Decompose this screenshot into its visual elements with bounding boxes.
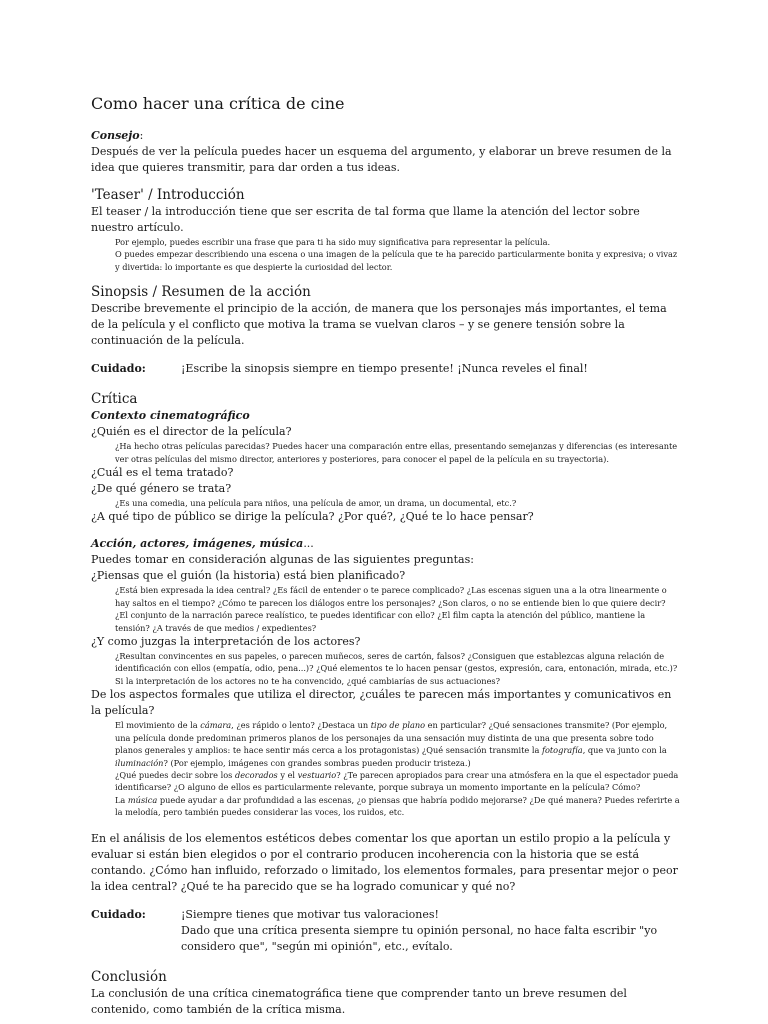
- consejo-label: Consejo: [91, 129, 140, 142]
- analisis-text: En el análisis de los elementos estéticos debes comentar los que aportan un estilo propio a la película y evaluar si están bien elegidos o por el contrario producen incoherencia con la historia que se está contando. ¿Cómo han influido, reforzado o limitado, los elementos formales, para presentar mejor o peor la idea central? ¿Qué te ha parecido que se ha logrado comunicar y qué no?: [91, 831, 678, 893]
- question-director: ¿Quién es el director de la película?: [91, 425, 292, 439]
- document-page: [91, 94, 681, 1018]
- teaser-note-2: O puedes empezar describiendo una escena o una imagen de la película que te ha parecido particularmente bonita y expresiva; o vivaz y divertida: lo importante es que despierte la curiosidad del lector.: [115, 249, 678, 272]
- question-formales-note-2: ¿Qué puedes decir sobre los decorados y el vestuario? ¿Te parecen apropiados para crear una atmósfera en la que el espectador pueda identificarse? ¿O alguno de ellos es particularmente relevante, porque subraya un momento importante en la película? Cómo?: [115, 769, 679, 793]
- cuidado-label: Cuidado:: [91, 907, 146, 921]
- cuidado-text: ¡Escribe la sinopsis siempre en tiempo presente! ¡Nunca reveles el final!: [181, 362, 588, 376]
- consejo-label-line: Consejo:: [91, 129, 144, 142]
- consejo-text: Después de ver la película puedes hacer un esquema del argumento, y elaborar un breve resumen de la idea que quieres transmitir, para dar orden a tus ideas.: [91, 145, 672, 174]
- contexto-heading: Contexto cinematográfico: [91, 409, 250, 423]
- question-formales-note-3: La música puede ayudar a dar profundidad a las escenas, ¿o piensas que habría podido mejorarse? ¿De qué manera? Puedes referirte a la melodía, pero también puedes considerar las voces, los ruidos, etc.: [115, 794, 680, 818]
- accion-intro: Puedes tomar en consideración algunas de las siguientes preguntas:: [91, 553, 474, 567]
- question-genero-note: ¿Es una comedia, una película para niños, una película de amor, un drama, un documental, etc.?: [115, 498, 517, 509]
- page-title: Como hacer una crítica de cine: [91, 94, 345, 113]
- sinopsis-text: Describe brevemente el principio de la acción, de manera que los personajes más importantes, el tema de la película y el conflicto que motiva la trama se vuelvan claros – y se genere tensión sobre la continuación de la película.: [91, 302, 667, 348]
- sinopsis-cuidado: [91, 361, 681, 377]
- question-genero: ¿De qué género se trata?: [91, 482, 232, 496]
- question-director-note: ¿Ha hecho otras películas parecidas? Puedes hacer una comparación entre ellas, presentando semejanzas y diferencias (es interesante ver otras películas del mismo director, anteriores y posteriores, para conocer el papel de la película en su trayectoria).: [115, 441, 678, 464]
- accion-heading: Acción, actores, imágenes, música: [91, 537, 304, 551]
- accion-heading-line: Acción, actores, imágenes, música...: [91, 537, 314, 551]
- critica-cuidado: [91, 907, 681, 955]
- teaser-text: El teaser / la introducción tiene que ser escrita de tal forma que llame la atención del lector sobre nuestro artículo.: [91, 205, 640, 234]
- question-tema: ¿Cuál es el tema tratado?: [91, 466, 234, 480]
- sinopsis-heading: Sinopsis / Resumen de la acción: [91, 284, 311, 301]
- critica-heading: Crítica: [91, 391, 138, 408]
- question-actores-note: ¿Resultan convincentes en sus papeles, o parecen muñecos, seres de cartón, falsos? ¿Consiguen que establezcas alguna relación de identificación con ellos (empatía, odio, pena...)? ¿Qué elementos te lo hacen pensar (gestos, expresión, cara, entonación, mirada, etc.)? Si la interpretación de los actores no te ha convencido, ¿qué cambiarías de sus actuaciones?: [115, 651, 678, 686]
- question-guion: ¿Piensas que el guión (la historia) está bien planificado?: [91, 569, 406, 583]
- teaser-heading: 'Teaser' / Introducción: [91, 187, 245, 203]
- conclusion-text: La conclusión de una crítica cinematográfica tiene que comprender tanto un breve resumen del contenido, como también de la crítica misma.: [91, 986, 627, 1016]
- question-formales: De los aspectos formales que utiliza el director, ¿cuáles te parecen más importantes y comunicativos en la película?: [91, 688, 672, 718]
- question-publico: ¿A qué tipo de público se dirige la película? ¿Por qué?, ¿Qué te lo hace pensar?: [91, 510, 534, 524]
- cuidado-label: Cuidado:: [91, 362, 146, 376]
- question-formales-note-1: El movimiento de la cámara, ¿es rápido o lento? ¿Destaca un tipo de plano en particular? ¿Qué sensaciones transmite? (Por ejemplo, una película donde predominan primeros planos de los personajes da una sensación muy distinta de una que presenta sobre todo planos generales y amplios: te hace sentir más cerca a los protagonistas) ¿Qué sensación transmite la fotografía, que va junto con la iluminación? (Por ejemplo, imágenes con grandes sombras pueden producir tristeza.): [115, 720, 668, 768]
- question-actores: ¿Y como juzgas la interpretación de los actores?: [91, 635, 361, 649]
- cuidado-text: ¡Siempre tienes que motivar tus valoraciones! Dado que una crítica presenta siempre tu opinión personal, no hace falta escribir "yo considero que", "según mi opinión", etc., evítalo.: [181, 907, 658, 953]
- teaser-note-1: Por ejemplo, puedes escribir una frase que para ti ha sido muy significativa para representar la película.: [115, 237, 551, 247]
- question-guion-note: ¿Está bien expresada la idea central? ¿Es fácil de entender o te parece complicado? ¿Las escenas siguen una a la otra linearmente o hay saltos en el tiempo? ¿Cómo te parecen los diálogos entre los personajes? ¿Son claros, o no se entiende bien lo que quiere decir? ¿El conjunto de la narración parece realístico, te puedes identificar con ello? ¿El film capta la atención del público, mantiene la tensión? ¿A través de que medios / expedientes?: [115, 585, 667, 633]
- conclusion-heading: Conclusión: [91, 968, 167, 985]
